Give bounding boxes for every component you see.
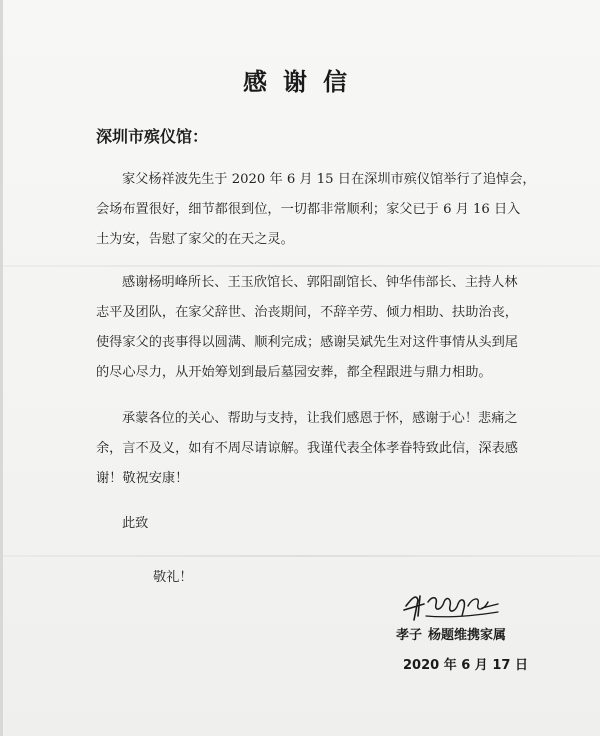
paragraph-line: 承蒙各位的关心、帮助与支持，让我们感恩于怀，感谢于心！悲痛之 (122, 411, 518, 426)
paragraph-line: 余，言不及义，如有不周尽请谅解。我谨代表全体孝眷特致此信，深表感 (96, 441, 518, 456)
paragraph-line: 谢！敬祝安康！ (96, 471, 189, 486)
signer-name: 杨题维携家属 (428, 628, 507, 643)
paragraph-line: 的尽心尽力，从开始筹划到最后墓园安葬，都全程跟进与鼎力相助。 (96, 365, 492, 380)
handwritten-signature (398, 586, 508, 626)
closing-phrase: 此致 (122, 516, 149, 531)
paragraph-line: 使得家父的丧事得以圆满、顺利完成；感谢吴斌先生对这件事情从头到尾 (96, 335, 518, 350)
letter-title: 感谢信 (243, 68, 363, 96)
paragraph-line: 志平及团队，在家父辞世、治丧期间，不辞辛劳、倾力相助、扶助治丧， (96, 305, 518, 320)
paragraph-1 (96, 165, 536, 255)
letter-date: 2020 年 6 月 17 日 (403, 658, 528, 673)
paragraph-line: 家父杨祥波先生于 2020 年 6 月 15 日在深圳市殡仪馆举行了追悼会， (122, 172, 536, 187)
salutation: 深圳市殡仪馆： (96, 127, 209, 146)
paragraph-line: 土为安，告慰了家父的在天之灵。 (96, 232, 294, 247)
paragraph-line: 感谢杨明峰所长、王玉欣馆长、郭阳副馆长、钟华伟部长、主持人林 (122, 275, 518, 290)
regards-phrase: 敬礼！ (153, 570, 193, 585)
paper-fold-line (3, 265, 600, 267)
paper-fold-line (3, 555, 600, 557)
paragraph-2 (96, 268, 516, 388)
paragraph-line: 会场布置很好，细节都很到位，一切都非常顺利；家父已于 6 月 16 日入 (96, 202, 521, 217)
signer-line (396, 624, 512, 643)
signer-role: 孝子 (396, 628, 423, 643)
paragraph-3 (96, 404, 516, 494)
